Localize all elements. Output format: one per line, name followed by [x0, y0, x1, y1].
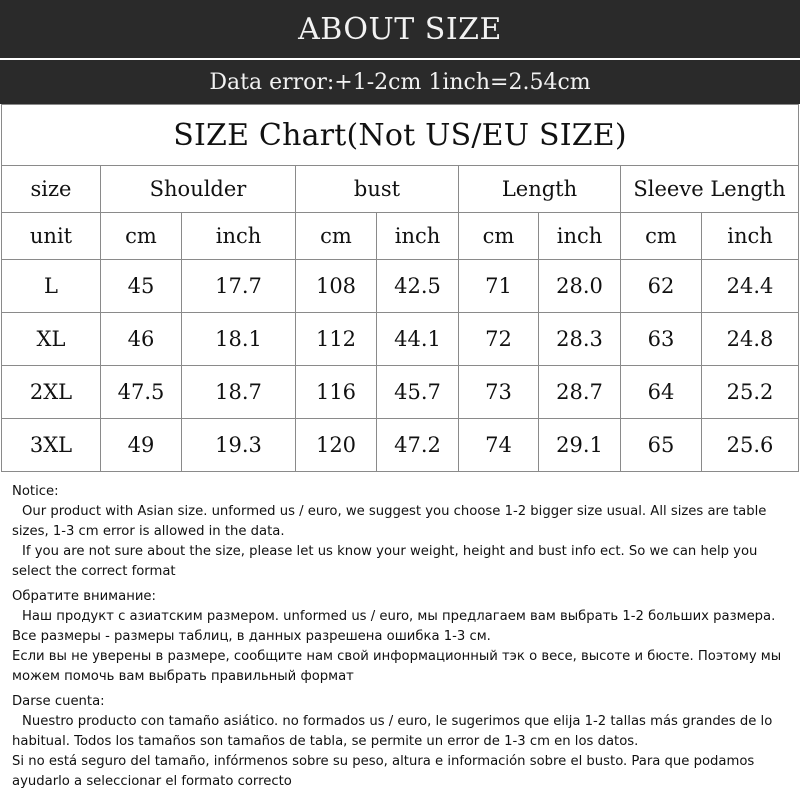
table-cell: 64 [621, 366, 702, 419]
header-shoulder: Shoulder [101, 166, 296, 213]
table-cell: 17.7 [182, 260, 296, 313]
table-cell: 44.1 [377, 313, 459, 366]
notice-heading-ru: Обратите внимание: [12, 589, 156, 604]
unit-cell: inch [702, 213, 799, 260]
size-label: L [2, 260, 101, 313]
table-row-xl [2, 313, 799, 366]
table-cell: 19.3 [182, 419, 296, 472]
unit-cell: cm [459, 213, 539, 260]
table-cell: 24.4 [702, 260, 799, 313]
notice-paragraph-en: If you are not sure about the size, please let us know your weight, height and bust info ect. So we can help you select the correct format [12, 544, 758, 579]
table-cell: 112 [296, 313, 377, 366]
unit-cell: inch [377, 213, 459, 260]
table-cell: 45 [101, 260, 182, 313]
notice-paragraph-es: Si no está seguro del tamaño, infórmenos sobre su peso, altura e información sobre el busto. Para que podamos ayudarlo a seleccionar el formato correcto [12, 754, 755, 789]
table-cell: 71 [459, 260, 539, 313]
table-cell: 18.7 [182, 366, 296, 419]
notice-paragraph-ru: Наш продукт с азиатским размером. unformed us / euro, мы предлагаем вам выбрать 1-2 больших размера. Все размеры - размеры таблиц, в данных разрешена ошибка 1-3 см. [12, 609, 776, 644]
size-chart-table [1, 104, 799, 472]
table-cell: 24.8 [702, 313, 799, 366]
table-cell: 73 [459, 366, 539, 419]
notice-heading-en: Notice: [12, 484, 59, 499]
table-cell: 25.2 [702, 366, 799, 419]
size-notes [12, 482, 794, 792]
table-cell: 47.5 [101, 366, 182, 419]
unit-label: unit [2, 213, 101, 260]
size-label: XL [2, 313, 101, 366]
header-bust: bust [296, 166, 459, 213]
table-cell: 63 [621, 313, 702, 366]
table-row-2xl [2, 366, 799, 419]
notice-paragraph-es: Nuestro producto con tamaño asiático. no formados us / euro, le sugerimos que elija 1-2 tallas más grandes de lo habitual. Todos los tamaños son tamaños de tabla, se permite un error de 1-3 cm en los datos. [12, 714, 773, 749]
table-cell: 29.1 [539, 419, 621, 472]
table-cell: 72 [459, 313, 539, 366]
about-size-banner [0, 0, 800, 58]
unit-cell: inch [182, 213, 296, 260]
header-length: Length [459, 166, 621, 213]
table-cell: 28.0 [539, 260, 621, 313]
header-size: size [2, 166, 101, 213]
banner-title: ABOUT SIZE [298, 11, 502, 47]
data-error-banner [0, 60, 800, 104]
unit-cell: cm [101, 213, 182, 260]
header-sleeve-length: Sleeve Length [621, 166, 799, 213]
table-cell: 108 [296, 260, 377, 313]
unit-cell: cm [621, 213, 702, 260]
notice-paragraph-en: Our product with Asian size. unformed us / euro, we suggest you choose 1-2 bigger size usual. All sizes are table sizes, 1-3 cm error is allowed in the data. [12, 504, 767, 539]
table-cell: 18.1 [182, 313, 296, 366]
table-cell: 46 [101, 313, 182, 366]
size-label: 3XL [2, 419, 101, 472]
unit-row [2, 213, 799, 260]
size-chart-title: SIZE Chart(Not US/EU SIZE) [2, 105, 799, 166]
header-row [2, 166, 799, 213]
table-cell: 74 [459, 419, 539, 472]
table-row-l [2, 260, 799, 313]
notice-paragraph-ru: Если вы не уверены в размере, сообщите нам свой информационный тэк о весе, высоте и бюсте. Поэтому мы можем помочь вам выбрать правильный формат [12, 649, 782, 684]
table-row-3xl [2, 419, 799, 472]
unit-cell: inch [539, 213, 621, 260]
unit-cell: cm [296, 213, 377, 260]
table-cell: 62 [621, 260, 702, 313]
table-cell: 116 [296, 366, 377, 419]
size-label: 2XL [2, 366, 101, 419]
notice-heading-es: Darse cuenta: [12, 694, 105, 709]
banner-note: Data error:+1-2cm 1inch=2.54cm [209, 69, 591, 95]
table-cell: 47.2 [377, 419, 459, 472]
table-cell: 65 [621, 419, 702, 472]
table-cell: 45.7 [377, 366, 459, 419]
table-cell: 28.7 [539, 366, 621, 419]
table-cell: 42.5 [377, 260, 459, 313]
table-cell: 49 [101, 419, 182, 472]
table-cell: 120 [296, 419, 377, 472]
table-cell: 28.3 [539, 313, 621, 366]
table-cell: 25.6 [702, 419, 799, 472]
